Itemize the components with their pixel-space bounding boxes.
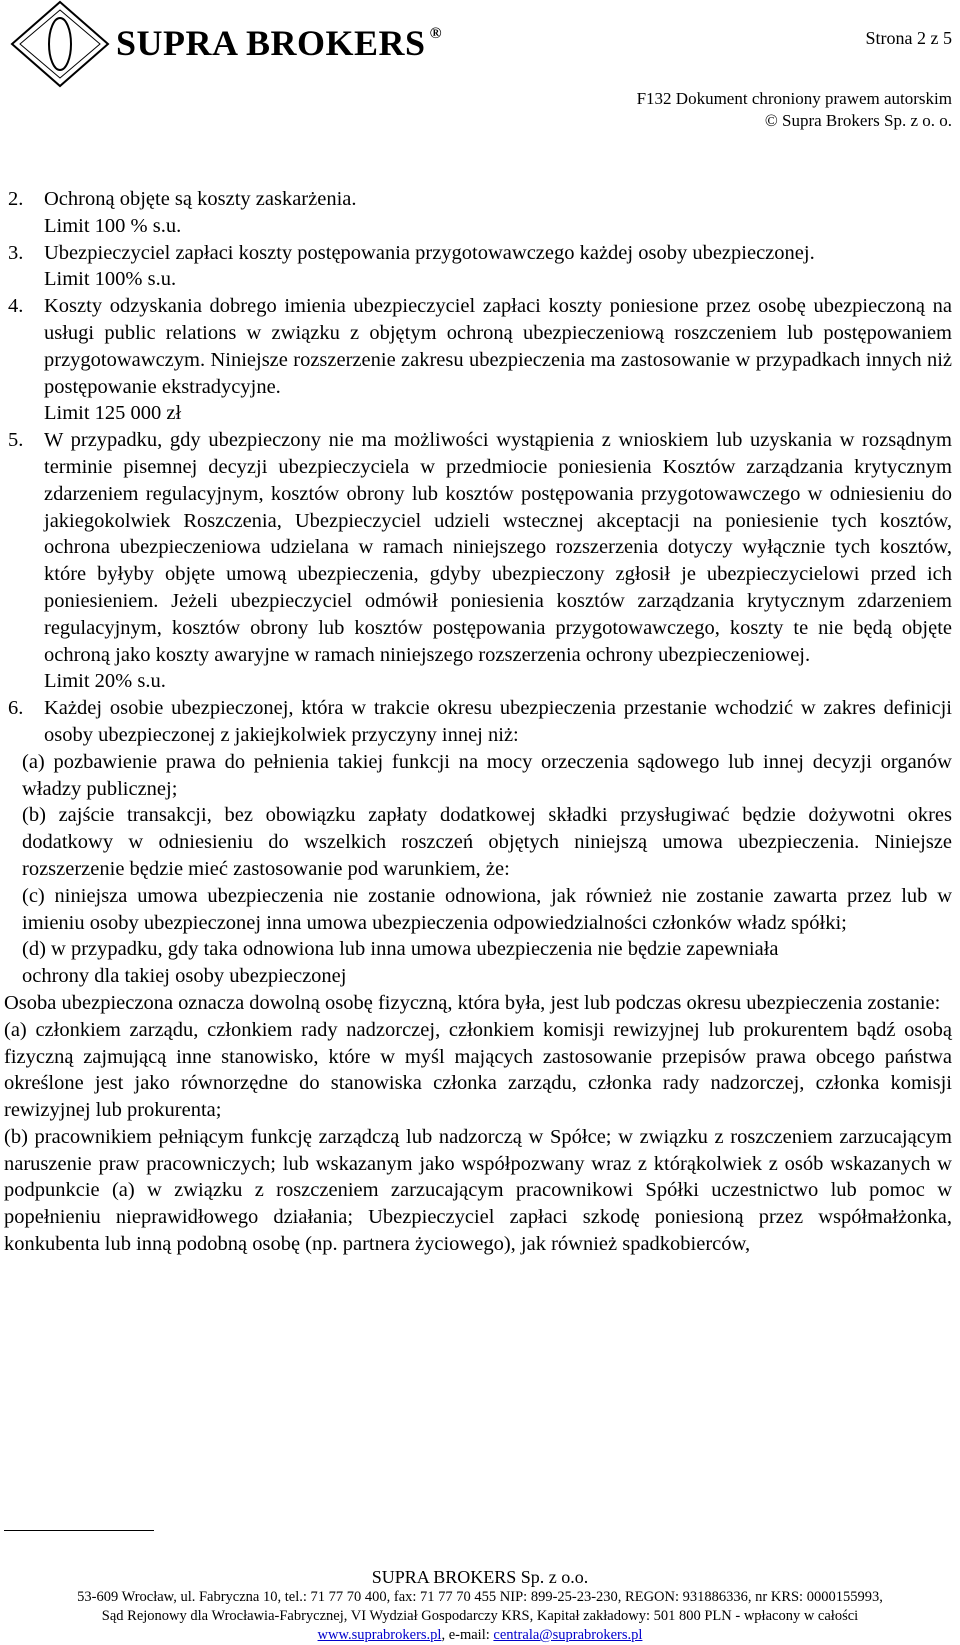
list-item-4 [4,293,952,427]
footer-divider [4,1530,154,1531]
email-link[interactable]: centrala@suprabrokers.pl [493,1627,643,1643]
subitem-c: (c) niniejsza umowa ubezpieczenia nie zostanie odnowiona, jak również nie zostanie zawarta przez lub w imieniu osoby ubezpieczonej inna umowa ubezpieczenia odpowiedzialności członków władz spółki; [22,884,952,934]
item-number: 4. [8,295,24,318]
definition-a: (a) członkiem zarządu, członkiem rady nadzorczej, członkiem komisji rewizyjnej lub prokurentem bądź osobą fizyczną zajmującą inne stanowisko, które w myśl mających zastosowanie przepisów prawa obcego państwa określone jest jako równorzędne do stanowiska członka zarządu, członka rady nadzorczej, członka komisji rewizyjnej lub prokurenta; [4,1018,952,1122]
page-header [0,0,960,140]
subitem-a: (a) pozbawienie prawa do pełnienia takiej funkcji na mocy orzeczenia sądowego lub innej decyzji organów władzy publicznej; [22,750,952,800]
item-text: Każdej osobie ubezpieczonej, która w trakcie okresu ubezpieczenia przestanie wchodzić w zakres definicji osoby ubezpieczonej z jakiejkolwiek przyczyny innej niż: [44,697,952,746]
item-number: 2. [8,188,24,210]
footer-address: 53-609 Wrocław, ul. Fabryczna 10, tel.: 71 77 70 400, fax: 71 77 70 455 NIP: 899-25-23-230, REGON: 931886336, nr KRS: 0000155993, [77,1589,883,1605]
item-number: 6. [8,697,24,720]
definition-b: (b) pracownikiem pełniącym funkcję zarządczą lub nadzorczą w Spółce; w związku z roszczeniem zarzucającym naruszenie praw pracowniczych; lub wskazanym jako współpozwany wraz z którąkolwiek z osób wskazanych w podpunkcie (a) w związku z roszczeniem zarzucającym pracownikowi Spółki uczestnictwo lub pomoc w popełnieniu nieprawidłowego działania; Ubezpieczyciel zapłaci szkodę poniesioną przez współmałżonka, konkubenta lub inną podobną osobę (np. partnera życiowego), jak również spadkobierców, [4,1125,952,1256]
email-label: , e-mail: [441,1627,494,1643]
footer-registry: Sąd Rejonowy dla Wrocławia-Fabrycznej, VI Wydział Gospodarczy KRS, Kapitał zakładowy: 501 800 PLN - wpłacony w całości [101,1608,859,1624]
item-text: Ochroną objęte są koszty zaskarżenia. [44,188,357,210]
document-notice [637,88,952,132]
footer-company: SUPRA BROKERS Sp. z o.o. [371,1567,589,1587]
item-text: Ubezpieczyciel zapłaci koszty postępowania przygotowawczego każdej osoby ubezpieczonej. [44,241,815,264]
item-limit: Limit 100% s.u. [44,268,177,291]
website-link[interactable]: www.suprabrokers.pl [317,1627,442,1643]
registered-mark: ® [429,25,443,42]
copyright: © Supra Brokers Sp. z o. o. [764,111,952,130]
footer-contact [0,1626,960,1645]
doc-code: F132 Dokument chroniony prawem autorskim [636,89,952,108]
page-footer [0,1566,960,1645]
item-limit: Limit 20% s.u. [44,670,166,693]
item-number: 3. [8,241,24,264]
list-item-5 [4,427,952,695]
list-item-3 [4,240,952,294]
subitem-d: (d) w przypadku, gdy taka odnowiona lub inna umowa ubezpieczenia nie będzie zapewniała [22,938,779,961]
definition-intro: Osoba ubezpieczona oznacza dowolną osobę fizyczną, która była, jest lub podczas okresu ubezpieczenia zostanie: [4,991,941,1014]
supra-logo-icon [8,0,112,88]
document-body [4,186,952,1258]
item-limit: Limit 125 000 zł [44,402,182,425]
item-limit: Limit 100 % s.u. [44,214,182,237]
subitem-d-continued: ochrony dla takiej osoby ubezpieczonej [22,965,347,988]
item-text: Koszty odzyskania dobrego imienia ubezpieczyciel zapłaci koszty poniesione przez osobę ubezpieczoną na usługi public relations w związku z objętym ochroną ubezpieczeniową roszczeniem lub postępowaniem przygotowawczym. Niniejsze rozszerzenie zakresu ubezpieczenia ma zastosowanie w przypadkach innych niż postępowanie ekstradycyjne. [44,295,952,398]
page-number: Strona 2 z 5 [865,28,952,48]
brand-name: SUPRA BROKERS ® [116,23,443,63]
item-number: 5. [8,429,24,452]
item-text: W przypadku, gdy ubezpieczony nie ma możliwości wystąpienia z wnioskiem lub uzyskania w rozsądnym terminie pisemnej decyzji ubezpieczyciela w przedmiocie poniesienia Kosztów zarządzania krytycznym zdarzeniem regulacyjnym, kosztów obrony lub kosztów postępowania przygotowawczego w odniesieniu do jakiegokolwiek Roszczenia, Ubezpieczyciel udzieli wstecznej akceptacji na poniesienie tych kosztów, ochrona ubezpieczeniowa udzielana w ramach niniejszego rozszerzenia dotyczy wyłącznie tych kosztów, które byłyby objęte umową ubezpieczenia, gdyby ubezpieczony zgłosił je ubezpieczycielowi przed ich poniesieniem. Jeżeli ubezpieczyciel odmówił poniesienia kosztów zarządzania krytycznym zdarzeniem regulacyjnym, kosztów obrony lub kosztów postępowania przygotowawczego, koszty te nie będą objęte ochroną jako koszty awaryjne w ramach niniejszego rozszerzenia ochrony ubezpieczeniowej. [44,429,952,666]
list-item-2 [4,186,952,240]
subitem-b: (b) zajście transakcji, bez obowiązku zapłaty dodatkowej składki przysługiwać będzie dożywotni okres dodatkowy w odniesieniu do wszelkich roszczeń objętych niniejszą umowa ubezpieczenia. Niniejsze rozszerzenie będzie mieć zastosowanie pod warunkiem, że: [22,804,952,880]
list-item-6 [4,695,952,749]
